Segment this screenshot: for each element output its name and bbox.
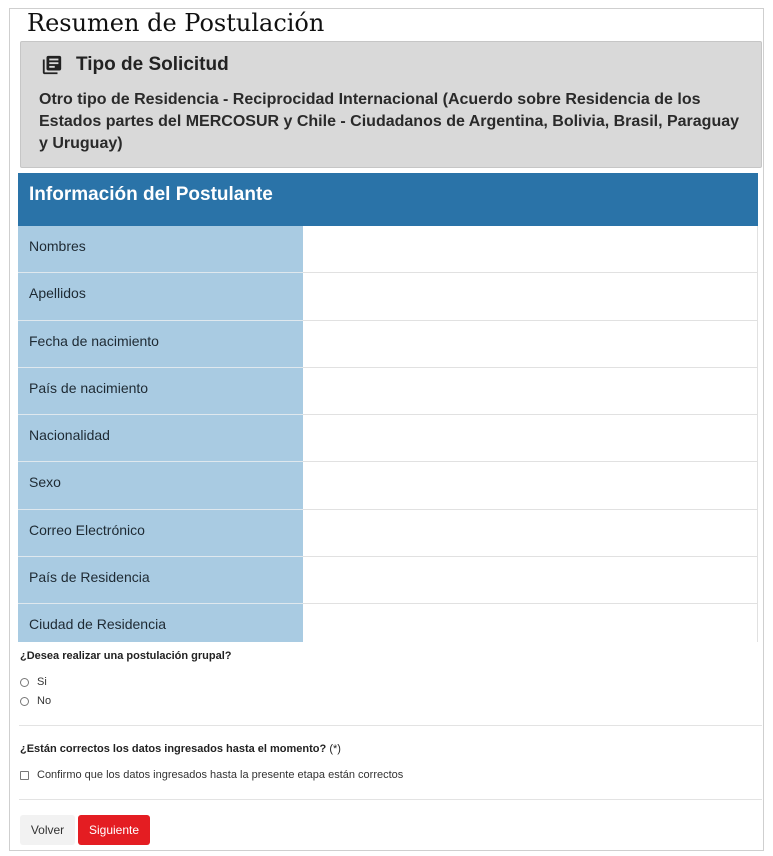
table-row <box>18 415 758 462</box>
row-label: Correo Electrónico <box>18 510 303 557</box>
request-type-title: Tipo de Solicitud <box>76 54 229 75</box>
confirm-data-question <box>20 743 341 755</box>
required-mark: (*) <box>329 743 341 755</box>
divider <box>19 799 762 800</box>
radio-label: Si <box>37 676 47 688</box>
row-value <box>303 368 758 415</box>
confirm-checkbox-label: Confirmo que los datos ingresados hasta la presente etapa están correctos <box>37 769 404 781</box>
newspaper-icon <box>41 54 63 76</box>
row-value <box>303 510 758 557</box>
row-value <box>303 415 758 462</box>
next-button[interactable]: Siguiente <box>78 815 150 845</box>
row-label: Nombres <box>18 226 303 273</box>
table-row <box>18 321 758 368</box>
table-row <box>18 462 758 509</box>
radio-label: No <box>37 695 52 707</box>
row-label: Sexo <box>18 462 303 509</box>
back-button[interactable]: Volver <box>20 815 75 845</box>
request-type-card <box>20 41 762 168</box>
row-value <box>303 226 758 273</box>
row-label: País de nacimiento <box>18 368 303 415</box>
row-value <box>303 273 758 320</box>
request-type-header <box>41 54 229 76</box>
table-row <box>18 510 758 557</box>
row-label: Fecha de nacimiento <box>18 321 303 368</box>
row-value <box>303 321 758 368</box>
page-title: Resumen de Postulación <box>27 9 325 37</box>
row-label: País de Residencia <box>18 557 303 604</box>
table-row <box>18 368 758 415</box>
table-row <box>18 604 758 642</box>
table-row <box>18 226 758 273</box>
request-type-description: Otro tipo de Residencia - Reciprocidad Internacional (Acuerdo sobre Residencia de los Estados partes del MERCOSUR y Chile - Ciudadanos de Argentina, Bolivia, Brasil, Paraguay y Uruguay) <box>39 91 740 152</box>
applicant-info-heading: Información del Postulante <box>18 173 758 226</box>
confirm-checkbox[interactable] <box>20 771 29 780</box>
group-application-question: ¿Desea realizar una postulación grupal? <box>20 650 232 662</box>
confirm-checkbox-row[interactable] <box>20 769 403 781</box>
row-label: Ciudad de Residencia <box>18 604 303 642</box>
radio-button[interactable] <box>20 678 29 687</box>
radio-option-no[interactable] <box>20 695 51 707</box>
radio-option-si[interactable] <box>20 676 47 688</box>
table-row <box>18 273 758 320</box>
divider <box>19 725 762 726</box>
row-value <box>303 462 758 509</box>
applicant-info-table <box>18 173 758 642</box>
row-value <box>303 557 758 604</box>
radio-button[interactable] <box>20 697 29 706</box>
row-label: Apellidos <box>18 273 303 320</box>
confirm-question-text: ¿Están correctos los datos ingresados hasta el momento? <box>20 743 327 755</box>
row-label: Nacionalidad <box>18 415 303 462</box>
table-row <box>18 557 758 604</box>
row-value <box>303 604 758 642</box>
